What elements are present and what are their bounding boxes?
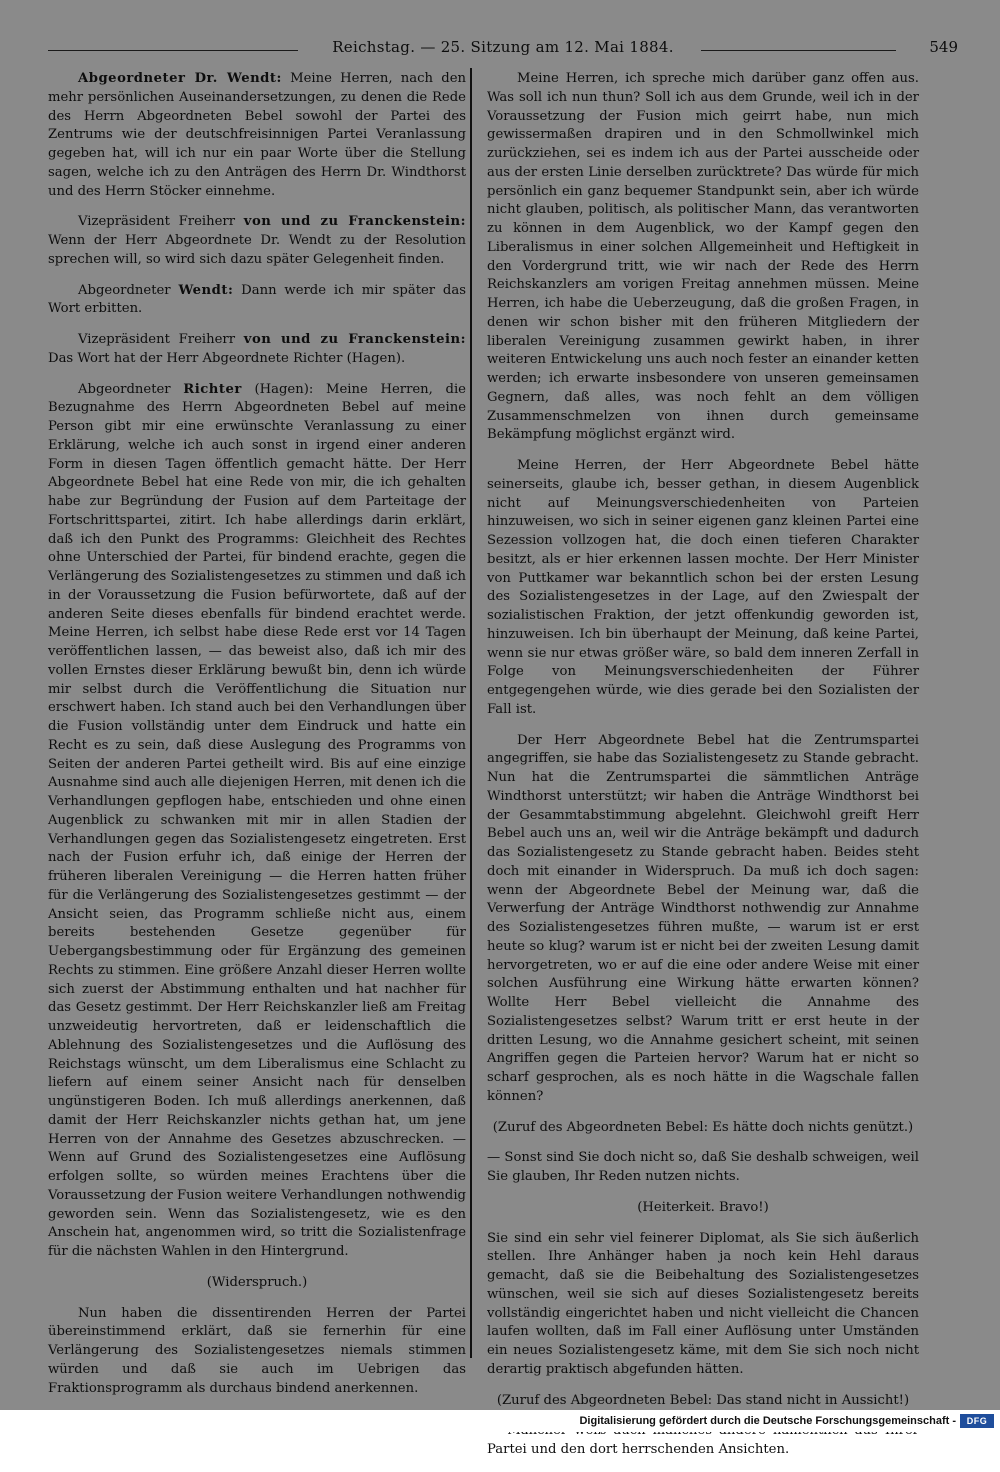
speech-richter [48, 381, 466, 1262]
speaker-name: Richter [183, 381, 242, 397]
page-header [48, 36, 958, 60]
speech-paragraph: Der Herr Abgeordnete Bebel hat die Zentrumspartei angegriffen, sie habe das Sozialistengesetz zu Stande gebracht. Nun hat die Zentrumspartei die sämmtlichen Anträge Windthorst unterstützt; wir haben die Anträge Windthorst bei der Gesammtabstimmung abgelehnt. Gleichwohl greift Herr Bebel auch uns an, weil wir die Anträge bekämpft und dadurch das Sozialistengesetz zu Stande gebracht haben. Beides steht doch mit einander in Widerspruch. Da muß ich doch sagen: wenn der Abgeordnete Bebel der Meinung war, daß die Verwerfung der Anträge Windthorst nothwendig zur Annahme des Sozialistengesetzes führen mußte, — warum ist er erst heute so klug? warum ist er nicht bei der zweiten Lesung damit hervorgetreten, wo er auf die eine oder andere Weise mit einer solchen Ausführung eine Wirkung hätte erwarten können? Wollte Herr Bebel vielleicht die Annahme des Sozialistengesetzes selbst? Warum tritt er erst heute in der dritten Lesung, wo die Annahme gesichert scheint, mit seinen Angriffen gegen die Parteien hervor? Warum hat er nicht so scharf gesprochen, als es noch hätte in die Wagschale fallen können? [487, 732, 919, 1104]
speech-text: Das Wort hat der Herr Abgeordnete Richter (Hagen). [48, 350, 406, 366]
speech-paragraph: Nun haben die dissentirenden Herren der Partei übereinstimmend erklärt, daß sie fernerhin für eine Verlängerung des Sozialistengesetzes niemals stimmen würden und daß sie auch im Uebrigen das Fraktionsprogramm als durchaus bindend anerkennen. [48, 1305, 466, 1396]
speaker-name: Wendt: [178, 282, 234, 298]
speech-vizepraesident-2 [48, 331, 466, 369]
left-column [48, 70, 466, 1410]
speaker-name: Abgeordneter Dr. Wendt: [78, 71, 282, 86]
running-title: Reichstag. — 25. Sitzung am 12. Mai 1884. [332, 38, 674, 56]
interjection-heiterkeit: (Heiterkeit. Bravo!) [637, 1199, 769, 1215]
speaker-role: Abgeordneter [78, 381, 171, 397]
digitization-footer [0, 1410, 1000, 1432]
speech-paragraph: Meine Herren, ich spreche mich darüber ganz offen aus. Was soll ich nun thun? Soll ich aus dem Grunde, weil ich in der Voraussetzung der Fusion mich geirrt habe, nun mich gewissermaßen drapiren und in den Schmollwinkel mich zurückziehen, sei es indem ich aus der Partei ausscheide oder aus der ersten Linie derselben zurücktrete? Das würde für mich persönlich ein ganz bequemer Standpunkt sein, aber ich würde nicht glauben, politisch, als politischer Mann, das verantworten zu können in dem Augenblick, wo der Kampf gegen den Liberalismus in einer solchen Allgemeinheit und Heftigkeit in den Vordergrund tritt, wie wir nach der Rede des Herrn Reichskanzlers am vorigen Freitag annehmen müssen. Meine Herren, ich habe die Ueberzeugung, daß die großen Fragen, in denen wir schon bisher mit den früheren Mitgliedern der liberalen Vereinigung zusammen gewirkt haben, in ihrer weiteren Entwickelung uns auch noch fester an einander ketten werden; ich erwarte insbesondere von unseren gemeinsamen Gegnern, daß alles, was noch fehlt an dem völligen Zusammenschmelzen von ihnen durch gemeinsame Bekämpfung möglichst ergänzt wird. [487, 71, 919, 443]
page-number: 549 [929, 38, 958, 56]
interjection-bebel-1: (Zuruf des Abgeordneten Bebel: Es hätte doch nichts genützt.) [492, 1119, 914, 1135]
speech-vizepraesident-1 [48, 213, 466, 269]
speaker-role: Vizepräsident Freiherr [78, 214, 236, 230]
right-column [487, 70, 919, 1472]
speaker-role: Vizepräsident Freiherr [78, 332, 236, 347]
speech-text: Wenn der Herr Abgeordnete Dr. Wendt zu der Resolution sprechen will, so wird sich dazu später Gelegenheit finden. [48, 233, 466, 267]
speech-wendt-2 [48, 282, 466, 320]
speaker-name: von und zu Franckenstein: [243, 214, 466, 230]
speech-paragraph: Sie sind ein sehr viel feinerer Diplomat, als Sie sich äußerlich stellen. Ihre Anhänger haben ja noch kein Hehl daraus gemacht, daß sie die Beibehaltung des Sozialistengesetzes wünschen, weil sie sich auf dieses Sozialistengesetz bereits vollständig eingerichtet haben und nicht vielleicht die Chancen laufen wollten, daß im Fall einer Auflösung unter Umständen ein neues Sozialistengesetz käme, mit dem Sie sich noch nicht derartig praktisch abgefunden hätten. [487, 1230, 919, 1377]
dfg-logo-icon: DFG [960, 1414, 994, 1428]
interjection-bebel-2: (Zuruf des Abgeordneten Bebel: Das stand nicht in Aussicht!) [496, 1392, 910, 1408]
speech-text: Dann werde ich mir später das Wort erbitten. [48, 282, 466, 317]
speech-wendt [48, 70, 466, 201]
header-rule-right [701, 50, 896, 51]
speaker-name: von und zu Franckenstein: [243, 332, 466, 347]
funding-credit: Digitalisierung gefördert durch die Deutsche Forschungsgemeinschaft - [579, 1415, 956, 1427]
column-divider [470, 68, 472, 1358]
speaker-role: Abgeordneter [78, 282, 171, 298]
speech-paragraph: Partei und den dort herrschenden Ansichten. [487, 1442, 790, 1457]
speech-paragraph: — Sonst sind Sie doch nicht so, daß Sie deshalb schweigen, weil Sie glauben, Ihr Reden nutzen nichts. [487, 1150, 919, 1184]
interjection-widerspruch: (Widerspruch.) [206, 1274, 308, 1290]
speech-paragraph: Meine Herren, der Herr Abgeordnete Bebel hätte seinerseits, glaube ich, besser gethan, in diesem Augenblick nicht auf Meinungsverschiedenheiten von Parteien hinzuweisen, wo sich in seiner eigenen ganz kleinen Partei eine Sezession vollzogen hat, die doch einen tieferen Charakter besitzt, als er hier erkennen lassen mochte. Der Herr Minister von Puttkamer war bekanntlich schon bei der ersten Lesung des Sozialistengesetzes in der Lage, auf den Zwiespalt der sozialistischen Fraktion, der jetzt offenkundig geworden ist, hinzuweisen. Ich bin überhaupt der Meinung, daß keine Partei, wenn sie nur etwas größer wäre, so bald dem inneren Zerfall in Folge von Meinungsverschiedenheiten der Führer entgegengehen würde, wie dies gerade bei den Sozialisten der Fall ist. [487, 458, 919, 717]
speech-text: Meine Herren, nach den mehr persönlichen Auseinandersetzungen, zu denen die Rede des Herrn Abgeordneten Bebel sowohl der Partei des Zentrums wie der deutschfreisinnigen Partei Veranlassung gegeben hat, will ich nur ein paar Worte über die Stellung sagen, welche ich zu den Anträgen des Herrn Dr. Windthorst und des Herrn Stöcker einnehme. [48, 71, 466, 199]
speech-text: (Hagen): Meine Herren, die Bezugnahme des Herrn Abgeordneten Bebel auf meine Person gibt mir eine erwünschte Veranlassung zu einer Erklärung, welche ich auch sonst in irgend einer anderen Form in diesen Tagen öffentlich gemacht hätte. Der Herr Abgeordnete Bebel hat eine Rede von mir, die ich gehalten habe zur Begründung der Fusion auf dem Parteitage der Fortschrittspartei, zitirt. Ich habe allerdings darin erklärt, daß ich den Punkt des Programms: Gleichheit des Rechtes ohne Unterschied der Partei, für bindend erachte, gegen die Verlängerung des Sozialistengesetzes zu stimmen und daß ich in der Voraussetzung die Fusion befürwortete, daß auf der anderen Seite dieses ebenfalls für bindend erachtet werde. Meine Herren, ich selbst habe diese Rede erst vor 14 Tagen veröffentlichen lassen, — das beweist also, daß ich mir des vollen Ernstes dieser Erklärung bewußt bin, denn ich würde mir selbst durch die Veröffentlichung die Situation nur erschwert haben. Ich stand auch bei den Verhandlungen über die Fusion vollständig unter dem Eindruck und hatte ein Recht es zu sein, daß diese Auslegung des Programms von Seiten der anderen Partei getheilt wird. Bis auf eine einzige Ausnahme sind auch alle diejenigen Herren, mit denen ich die Verhandlungen gepflogen habe, entschieden und ohne einen Augenblick zu schwanken mit mir in allen Stadien der Verhandlungen gegen das Sozialistengesetz eingetreten. Erst nach der Fusion erfuhr ich, daß einige der Herren der früheren liberalen Vereinigung — die Herren hatten früher für die Verlängerung des Sozialistengesetzes gestimmt — der Ansicht seien, das Programm schließe nicht aus, einem bereits bestehenden Gesetze gegenüber für Uebergangsbestimmung oder für Ergänzung des gemeinen Rechts zu stimmen. Eine größere Anzahl dieser Herren wollte sich zuerst der Abstimmung enthalten und hat nachher für das Gesetz gestimmt. Der Herr Reichskanzler ließ am Freitag unzweideutig hervortreten, daß er leidenschaftlich die Ablehnung des Sozialistengesetzes und die Auflösung des Reichstags wünscht, um dem Liberalismus eine Schlacht zu liefern auf einem seiner Ansicht nach für denselben ungünstigeren Boden. Ich muß allerdings anerkennen, daß damit der Herr Reichskanzler nichts gethan hat, um jene Herren von der Annahme des Gesetzes abzuschrecken. — Wenn auf Grund des Sozialistengesetzes eine Auflösung erfolgen sollte, so würden meines Erachtens über die Voraussetzung der Fusion weitere Verhandlungen nothwendig geworden sein. Wenn das Sozialistengesetz, wie es den Anschein hat, angenommen wird, so tritt die Sozialistenfrage für die nächsten Wahlen in den Hintergrund. [48, 381, 466, 1259]
